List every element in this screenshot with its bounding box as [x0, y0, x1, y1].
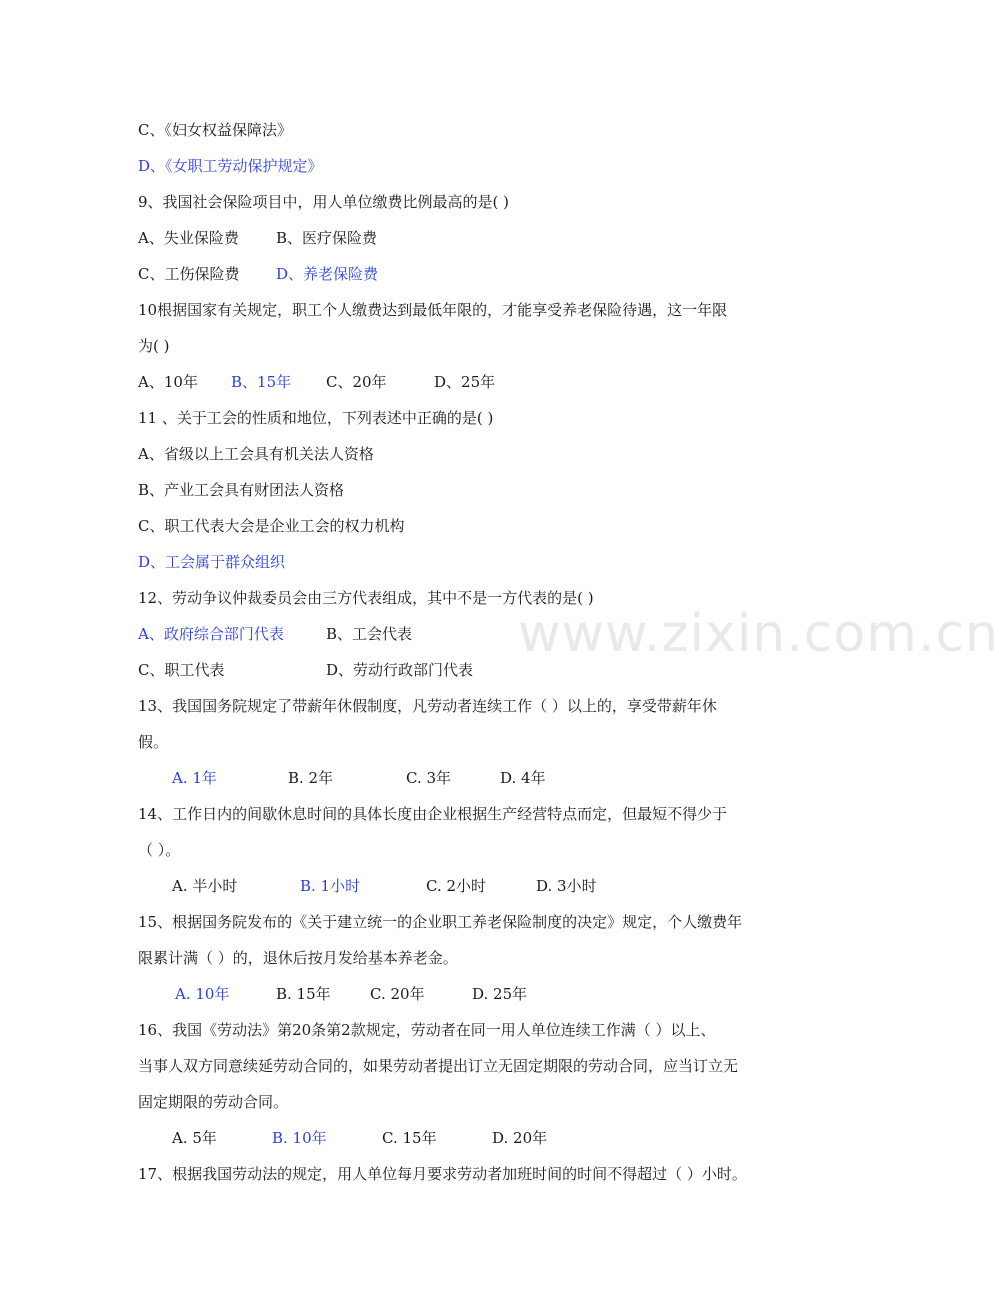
q15-option-b: B. 15年 [276, 985, 331, 1003]
q11-option-c: C、职工代表大会是企业工会的权力机构 [138, 517, 405, 535]
question-11: 11 、关于工会的性质和地位，下列表述中正确的是( ) [138, 409, 494, 427]
q16-option-a: A. 5年 [172, 1129, 217, 1147]
q14-option-c: C. 2小时 [426, 877, 487, 895]
q12-option-b: B、工会代表 [326, 625, 413, 643]
q13-option-d: D. 4年 [500, 769, 546, 787]
question-15-line2: 限累计满（ ）的，退休后按月发给基本养老金。 [138, 949, 458, 967]
answer-option-d-line: D、《女职工劳动保护规定》 [138, 157, 323, 175]
q13-option-c: C. 3年 [406, 769, 452, 787]
q9-option-d-answer: D、养老保险费 [276, 265, 379, 283]
q13-option-b: B. 2年 [288, 769, 334, 787]
question-16-line1: 16、我国《劳动法》第20条第2款规定，劳动者在同一用人单位连续工作满（ ）以上、 [138, 1021, 716, 1039]
q12-option-c: C、职工代表 [138, 661, 225, 679]
question-10-line2: 为( ) [138, 337, 170, 355]
q11-option-b: B、产业工会具有财团法人资格 [138, 481, 345, 499]
q15-option-d: D. 25年 [472, 985, 528, 1003]
q15-option-a-answer: A. 10年 [175, 985, 230, 1003]
q11-option-a: A、省级以上工会具有机关法人资格 [138, 445, 374, 463]
q9-option-c: C、工伤保险费 [138, 265, 240, 283]
question-14-line2: （ ）。 [138, 841, 181, 859]
q9-option-a: A、失业保险费 [138, 229, 239, 247]
watermark: www.zixin.com.cn [518, 604, 999, 664]
question-9: 9、我国社会保险项目中，用人单位缴费比例最高的是( ) [138, 193, 510, 211]
q16-option-b-answer: B. 10年 [272, 1129, 327, 1147]
q13-option-a-answer: A. 1年 [172, 769, 217, 787]
question-16-line2: 当事人双方同意续延劳动合同的，如果劳动者提出订立无固定期限的劳动合同，应当订立无 [138, 1057, 739, 1075]
q9-option-b: B、医疗保险费 [276, 229, 378, 247]
q10-option-b-answer: B、15年 [231, 373, 292, 391]
q11-option-d-answer: D、工会属于群众组织 [138, 553, 286, 571]
option-c-line: C、《妇女权益保障法》 [138, 121, 292, 139]
q10-option-c: C、20年 [326, 373, 387, 391]
q14-option-a: A. 半小时 [172, 877, 238, 895]
question-13-line1: 13、我国国务院规定了带薪年休假制度，凡劳动者连续工作（ ）以上的，享受带薪年休 [138, 697, 717, 715]
q10-option-a: A、10年 [138, 373, 198, 391]
q14-option-d: D. 3小时 [536, 877, 597, 895]
q15-option-c: C. 20年 [370, 985, 425, 1003]
q16-option-c: C. 15年 [382, 1129, 437, 1147]
q16-option-d: D. 20年 [492, 1129, 548, 1147]
question-17: 17、根据我国劳动法的规定，用人单位每月要求劳动者加班时间的时间不得超过（ ）小时。 [138, 1165, 747, 1183]
question-10-line1: 10根据国家有关规定，职工个人缴费达到最低年限的，才能享受养老保险待遇，这一年限 [138, 301, 728, 319]
question-15-line1: 15、根据国务院发布的《关于建立统一的企业职工养老保险制度的决定》规定，个人缴费年 [138, 913, 743, 931]
q12-option-d: D、劳动行政部门代表 [326, 661, 474, 679]
question-12: 12、劳动争议仲裁委员会由三方代表组成，其中不是一方代表的是( ) [138, 589, 594, 607]
question-14-line1: 14、工作日内的间歇休息时间的具体长度由企业根据生产经营特点而定，但最短不得少于 [138, 805, 728, 823]
q10-option-d: D、25年 [434, 373, 496, 391]
q14-option-b-answer: B. 1小时 [300, 877, 361, 895]
question-13-line2: 假。 [138, 733, 169, 751]
q12-option-a-answer: A、政府综合部门代表 [138, 625, 284, 643]
question-16-line3: 固定期限的劳动合同。 [138, 1093, 289, 1111]
